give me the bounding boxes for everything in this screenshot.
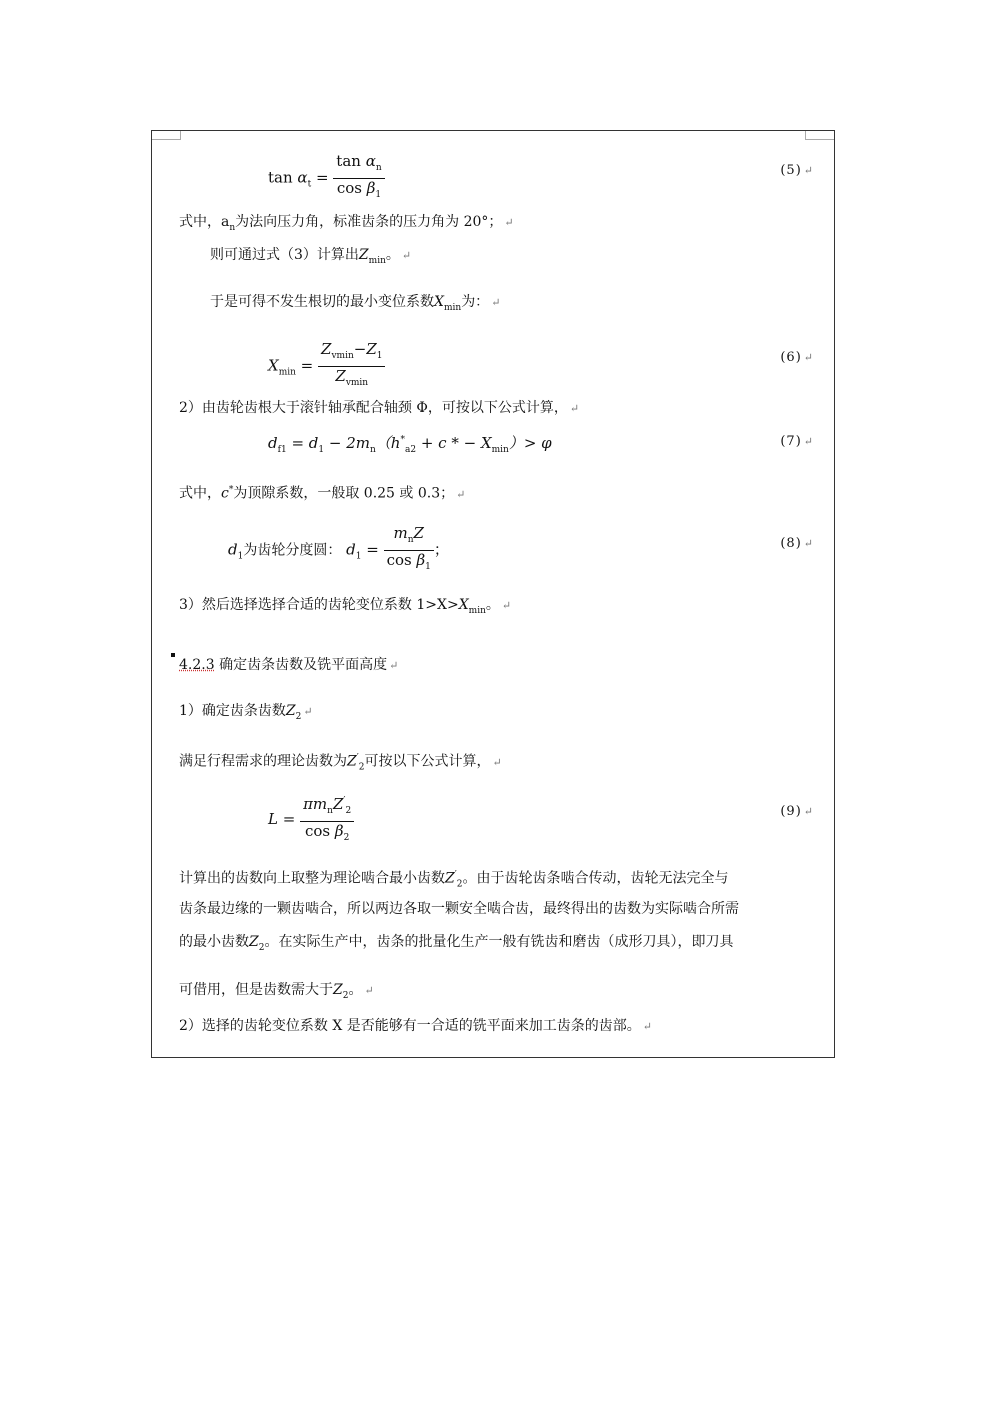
paragraph-alpha-n: 式中，$a_n$为法向压力角，标准齿条的压力角为 20°； ↵ <box>179 214 514 233</box>
heading-bullet <box>171 653 175 657</box>
paragraph-3: 3）然后选择选择合适的齿轮变位系数 $1>X>X_{min}$。 ↵ <box>179 597 512 616</box>
crop-mark-top-right <box>805 131 834 140</box>
equation-5: $\tan \alpha_t$ = $\frac{\tan \alpha_n}{\cos \beta_1}$ <box>268 152 385 205</box>
paragraph-line-3: 的最小齿数$Z_2$。在实际生产中，齿条的批量化生产一般有铣齿和磨齿（成形刀具），即刀具 <box>179 934 734 953</box>
equation-9: L = $\frac{\pi m_nZ'_2}{\cos \beta_2}$ <box>268 792 354 848</box>
paragraph-2: 2）由齿轮齿根大于滚针轴承配合轴颈 Φ，可按以下公式计算， ↵ <box>179 400 580 416</box>
equation-5-number: (5) ↵ <box>780 163 814 178</box>
paragraph-line-2: 齿条最边缘的一颗齿啮合，所以两边各取一颗安全啮合齿，最终得出的齿数为实际啮合所需 <box>179 901 739 917</box>
paragraph-line-1: 计算出的齿数向上取整为理论啮合最小齿数$Z'_2$。由于齿轮齿条啮合传动，齿轮无法完全与 <box>179 870 729 890</box>
paragraph-theoretical-teeth: 满足行程需求的理论齿数为$Z'_2$可按以下公式计算， ↵ <box>179 753 502 773</box>
equation-6: $X_{min}$ = $\frac{Z_{vmin}-Z_1}{Z_{vmin}}$ <box>268 340 385 393</box>
paragraph-xmin: 于是可得不发生根切的最小变位系数$X_{min}$为： ↵ <box>210 294 501 313</box>
paragraph-c-star: 式中，c*为顶隙系数，一般取 0.25 或 0.3； ↵ <box>179 485 466 502</box>
paragraph-line-4: 可借用，但是齿数需大于$Z_2$。 ↵ <box>179 982 374 1001</box>
equation-8: $d_1$为齿轮分度圆： $d_1$ = $\frac{m_nZ}{\cos \beta_1}$ ； <box>228 524 449 572</box>
paragraph-6: 2）选择的齿轮变位系数 X 是否能够有一合适的铣平面来加工齿条的齿部。 ↵ <box>179 1018 652 1034</box>
equation-9-number: (9) ↵ <box>780 804 814 819</box>
equation-7-number: (7) ↵ <box>780 434 814 449</box>
equation-7: $d_{f1} = d_1 - 2m_n(h^*_{a2} + c$ * − $X_{min})> \varphi$ <box>268 434 552 455</box>
equation-8-number: (8) ↵ <box>780 536 814 551</box>
paragraph-rack-teeth: 1）确定齿条齿数$Z_2$ ↵ <box>179 703 313 722</box>
equation-6-number: (6) ↵ <box>780 350 814 365</box>
section-heading-4-2-3: 4.2.3 确定齿条齿数及铣平面高度 ↵ <box>179 657 399 673</box>
crop-mark-top-left <box>152 131 181 140</box>
paragraph-zmin: 则可通过式（3）计算出$Z_{min}$。 ↵ <box>210 247 412 266</box>
